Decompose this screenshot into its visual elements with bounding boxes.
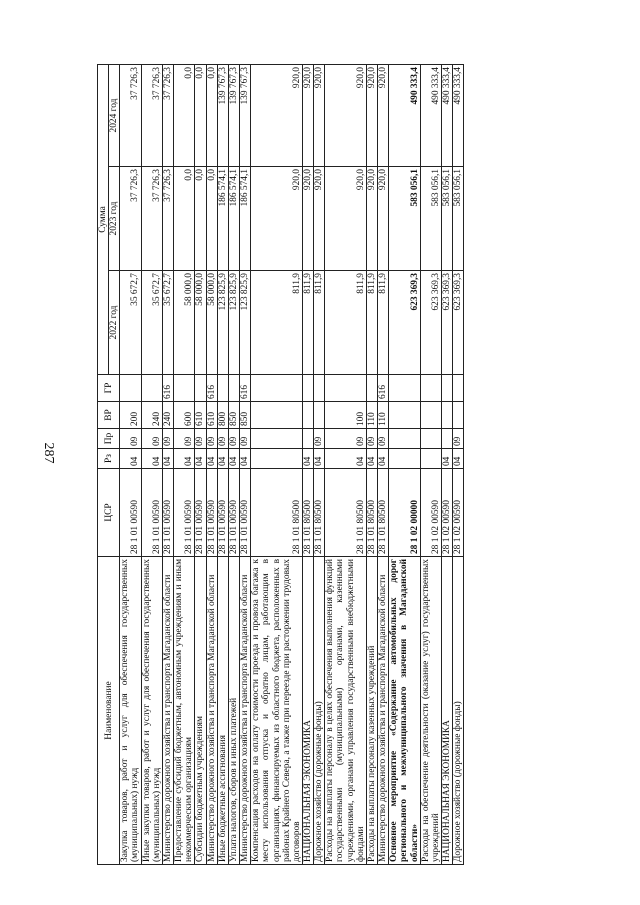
row-sum-2024: 0,0 (195, 65, 206, 167)
row-sum-2024: 139 767,3 (217, 65, 228, 167)
row-sum-2022: 58 000,0 (195, 271, 206, 375)
row-sum-2024: 490 333,4 (389, 65, 420, 167)
row-sum-2024: 139 767,3 (228, 65, 239, 167)
header-2024: 2024 год (109, 65, 120, 167)
row-pr: 09 (366, 429, 377, 449)
row-name: Основное мероприятие «Содержание автомобильных дорог регионального и межмуниципального значения в Магаданской области» (389, 557, 420, 865)
row-gr (302, 375, 313, 402)
row-gr (228, 375, 239, 402)
header-row-1 (98, 65, 109, 865)
row-name: Иные бюджетные ассигнования (217, 557, 228, 865)
row-rz: 04 (442, 449, 453, 469)
row-rz: 04 (120, 449, 141, 469)
row-vr: 610 (195, 402, 206, 429)
header-sum: Сумма (98, 65, 109, 375)
row-pr: 09 (325, 429, 367, 449)
table-row (442, 65, 453, 865)
row-sum-2024: 920,0 (366, 65, 377, 167)
header-name: Наименование (98, 557, 120, 865)
table-row (251, 65, 303, 865)
row-csr: 28 1 01 00590 (162, 469, 173, 557)
row-gr (195, 375, 206, 402)
row-vr: 110 (366, 402, 377, 429)
header-2023: 2023 год (109, 167, 120, 271)
row-sum-2024: 139 767,3 (240, 65, 251, 167)
row-csr: 28 1 01 80500 (366, 469, 377, 557)
row-gr (141, 375, 162, 402)
rotated-table-container (97, 65, 597, 865)
row-vr (314, 402, 325, 429)
row-name: Субсидии бюджетным учреждениям (195, 557, 206, 865)
row-csr: 28 1 01 80500 (302, 469, 313, 557)
row-name: Дорожное хозяйство (дорожные фонды) (453, 557, 464, 865)
row-sum-2022: 35 672,7 (120, 271, 141, 375)
row-name: Министерство дорожного хозяйства и транспорта Магаданской области (206, 557, 217, 865)
row-name: Министерство дорожного хозяйства и транспорта Магаданской области (240, 557, 251, 865)
row-pr (442, 429, 453, 449)
row-sum-2023: 920,0 (378, 167, 389, 271)
row-sum-2024: 37 726,3 (120, 65, 141, 167)
row-gr: 616 (162, 375, 173, 402)
header-pr: Пр (98, 429, 120, 449)
row-sum-2022: 811,9 (251, 271, 303, 375)
row-name: Расходы на обеспечение деятельности (оказание услуг) государственных учреждений (420, 557, 441, 865)
row-gr (314, 375, 325, 402)
row-rz: 04 (378, 449, 389, 469)
row-pr: 09 (174, 429, 195, 449)
row-sum-2023: 920,0 (325, 167, 367, 271)
row-vr: 850 (228, 402, 239, 429)
row-sum-2022: 623 369,3 (442, 271, 453, 375)
row-gr: 616 (378, 375, 389, 402)
row-pr: 09 (206, 429, 217, 449)
row-pr: 09 (217, 429, 228, 449)
row-sum-2023: 583 056,1 (442, 167, 453, 271)
row-csr: 28 1 01 80500 (251, 469, 303, 557)
row-vr: 240 (141, 402, 162, 429)
row-pr: 09 (228, 429, 239, 449)
row-sum-2023: 583 056,1 (420, 167, 441, 271)
row-rz: 04 (325, 449, 367, 469)
row-vr: 240 (162, 402, 173, 429)
row-sum-2022: 623 369,3 (453, 271, 464, 375)
row-vr: 850 (240, 402, 251, 429)
row-sum-2022: 35 672,7 (162, 271, 173, 375)
row-csr: 28 1 01 00590 (206, 469, 217, 557)
row-rz: 04 (141, 449, 162, 469)
table-row (141, 65, 162, 865)
row-csr: 28 1 01 00590 (174, 469, 195, 557)
row-sum-2022: 123 825,9 (240, 271, 251, 375)
row-name: НАЦИОНАЛЬНАЯ ЭКОНОМИКА (302, 557, 313, 865)
row-gr: 616 (240, 375, 251, 402)
row-gr (366, 375, 377, 402)
row-gr (174, 375, 195, 402)
row-vr: 200 (120, 402, 141, 429)
row-sum-2024: 920,0 (251, 65, 303, 167)
row-vr: 110 (378, 402, 389, 429)
row-gr (120, 375, 141, 402)
table-row (325, 65, 367, 865)
row-rz (389, 449, 420, 469)
row-sum-2022: 811,9 (302, 271, 313, 375)
row-sum-2023: 920,0 (302, 167, 313, 271)
row-sum-2022: 623 369,3 (420, 271, 441, 375)
row-sum-2024: 920,0 (325, 65, 367, 167)
row-rz: 04 (206, 449, 217, 469)
row-csr: 28 1 01 00590 (217, 469, 228, 557)
header-2022: 2022 год (109, 271, 120, 375)
row-pr: 09 (162, 429, 173, 449)
row-name: Иные закупки товаров, работ и услуг для обеспечения государственных (муниципальных) нужд (141, 557, 162, 865)
row-name: Министерство дорожного хозяйства и транспорта Магаданской области (162, 557, 173, 865)
row-sum-2024: 920,0 (302, 65, 313, 167)
row-sum-2023: 186 574,1 (228, 167, 239, 271)
row-rz: 04 (302, 449, 313, 469)
row-sum-2024: 490 333,4 (453, 65, 464, 167)
row-csr: 28 1 01 80500 (378, 469, 389, 557)
row-sum-2022: 811,9 (366, 271, 377, 375)
header-rz: Рз (98, 449, 120, 469)
row-rz: 04 (217, 449, 228, 469)
row-sum-2024: 37 726,3 (141, 65, 162, 167)
row-sum-2024: 0,0 (174, 65, 195, 167)
row-gr: 616 (206, 375, 217, 402)
row-vr (420, 402, 441, 429)
row-rz: 04 (195, 449, 206, 469)
table-row (378, 65, 389, 865)
table-row (314, 65, 325, 865)
row-sum-2022: 58 000,0 (206, 271, 217, 375)
row-vr: 600 (174, 402, 195, 429)
row-rz: 04 (228, 449, 239, 469)
row-pr: 09 (141, 429, 162, 449)
row-sum-2023: 920,0 (251, 167, 303, 271)
row-vr: 800 (217, 402, 228, 429)
row-rz: 04 (366, 449, 377, 469)
table-row (389, 65, 420, 865)
row-sum-2022: 811,9 (325, 271, 367, 375)
row-gr (325, 375, 367, 402)
row-gr (442, 375, 453, 402)
row-sum-2024: 490 333,4 (420, 65, 441, 167)
row-gr (389, 375, 420, 402)
row-vr (251, 402, 303, 429)
row-sum-2024: 0,0 (206, 65, 217, 167)
row-sum-2023: 186 574,1 (240, 167, 251, 271)
row-pr (251, 429, 303, 449)
row-sum-2022: 123 825,9 (217, 271, 228, 375)
row-sum-2022: 811,9 (378, 271, 389, 375)
row-sum-2023: 583 056,1 (453, 167, 464, 271)
table-row (174, 65, 195, 865)
row-csr: 28 1 01 00590 (240, 469, 251, 557)
row-gr (251, 375, 303, 402)
row-name: Расходы на выплаты персоналу казенных учреждений (366, 557, 377, 865)
row-csr: 28 1 01 80500 (314, 469, 325, 557)
row-pr (420, 429, 441, 449)
row-sum-2022: 58 000,0 (174, 271, 195, 375)
header-gr: ГР (98, 375, 120, 402)
row-csr: 28 1 01 00590 (120, 469, 141, 557)
table-body (120, 65, 464, 865)
row-name: Закупка товаров, работ и услуг для обеспечения государственных (муниципальных) нужд (120, 557, 141, 865)
row-csr: 28 1 01 00590 (228, 469, 239, 557)
row-sum-2022: 123 825,9 (228, 271, 239, 375)
row-rz: 04 (174, 449, 195, 469)
row-sum-2023: 920,0 (366, 167, 377, 271)
row-pr: 09 (378, 429, 389, 449)
row-name: Уплата налогов, сборов и иных платежей (228, 557, 239, 865)
header-vr: ВР (98, 402, 120, 429)
row-vr (442, 402, 453, 429)
row-gr (453, 375, 464, 402)
table-row (195, 65, 206, 865)
row-name: Министерство дорожного хозяйства и транспорта Магаданской области (378, 557, 389, 865)
row-csr: 28 1 01 00590 (141, 469, 162, 557)
row-vr (453, 402, 464, 429)
row-name: Предоставление субсидий бюджетным, автономным учреждениям и иным некоммерческим организациям (174, 557, 195, 865)
row-gr (217, 375, 228, 402)
table-row (366, 65, 377, 865)
row-sum-2023: 37 726,3 (120, 167, 141, 271)
row-pr (389, 429, 420, 449)
table-row (420, 65, 441, 865)
row-sum-2022: 811,9 (314, 271, 325, 375)
row-rz (251, 449, 303, 469)
row-sum-2023: 920,0 (314, 167, 325, 271)
row-sum-2023: 186 574,1 (217, 167, 228, 271)
table-row (162, 65, 173, 865)
row-name: НАЦИОНАЛЬНАЯ ЭКОНОМИКА (442, 557, 453, 865)
row-rz: 04 (240, 449, 251, 469)
row-vr (302, 402, 313, 429)
table-row (120, 65, 141, 865)
row-pr (302, 429, 313, 449)
table-row (453, 65, 464, 865)
row-sum-2024: 920,0 (378, 65, 389, 167)
budget-table (97, 64, 464, 865)
row-csr: 28 1 01 80500 (325, 469, 367, 557)
row-csr: 28 1 02 00590 (442, 469, 453, 557)
row-sum-2024: 920,0 (314, 65, 325, 167)
row-name: Дорожное хозяйство (дорожные фонды) (314, 557, 325, 865)
row-vr (389, 402, 420, 429)
page-number: 287 (41, 442, 56, 464)
row-sum-2022: 35 672,7 (141, 271, 162, 375)
row-sum-2023: 0,0 (174, 167, 195, 271)
row-csr: 28 1 02 00590 (420, 469, 441, 557)
header-csr: ЦСР (98, 469, 120, 557)
row-sum-2023: 583 056,1 (389, 167, 420, 271)
row-rz: 04 (162, 449, 173, 469)
row-sum-2024: 490 333,4 (442, 65, 453, 167)
row-pr: 09 (120, 429, 141, 449)
table-row (302, 65, 313, 865)
row-vr: 610 (206, 402, 217, 429)
row-sum-2022: 623 369,3 (389, 271, 420, 375)
row-vr: 100 (325, 402, 367, 429)
row-pr: 09 (240, 429, 251, 449)
table-row (228, 65, 239, 865)
row-sum-2024: 37 726,3 (162, 65, 173, 167)
row-pr: 09 (453, 429, 464, 449)
row-sum-2023: 37 726,3 (141, 167, 162, 271)
table-row (206, 65, 217, 865)
table-row (217, 65, 228, 865)
row-csr: 28 1 01 00590 (195, 469, 206, 557)
row-sum-2023: 0,0 (195, 167, 206, 271)
row-sum-2023: 0,0 (206, 167, 217, 271)
table-row (240, 65, 251, 865)
row-name: Компенсация расходов на оплату стоимости проезда и провоза багажа к месту использования отпуска и обратно лицам, работающим в организациях, финансируемых из областного бюджета, расположенных в районах Крайнего Севера, а также при переезде при расторжении трудовых договоров (251, 557, 303, 865)
row-gr (420, 375, 441, 402)
row-csr: 28 1 02 00590 (453, 469, 464, 557)
row-csr: 28 1 02 00000 (389, 469, 420, 557)
row-pr: 09 (314, 429, 325, 449)
row-rz: 04 (453, 449, 464, 469)
row-rz: 04 (314, 449, 325, 469)
row-pr: 09 (195, 429, 206, 449)
row-rz (420, 449, 441, 469)
row-name: Расходы на выплаты персоналу в целях обеспечения выполнения функций государственными (муниципальными) органами, казенными учреждениями, органами управления государственными внебюджетными фондами (325, 557, 367, 865)
row-sum-2023: 37 726,3 (162, 167, 173, 271)
